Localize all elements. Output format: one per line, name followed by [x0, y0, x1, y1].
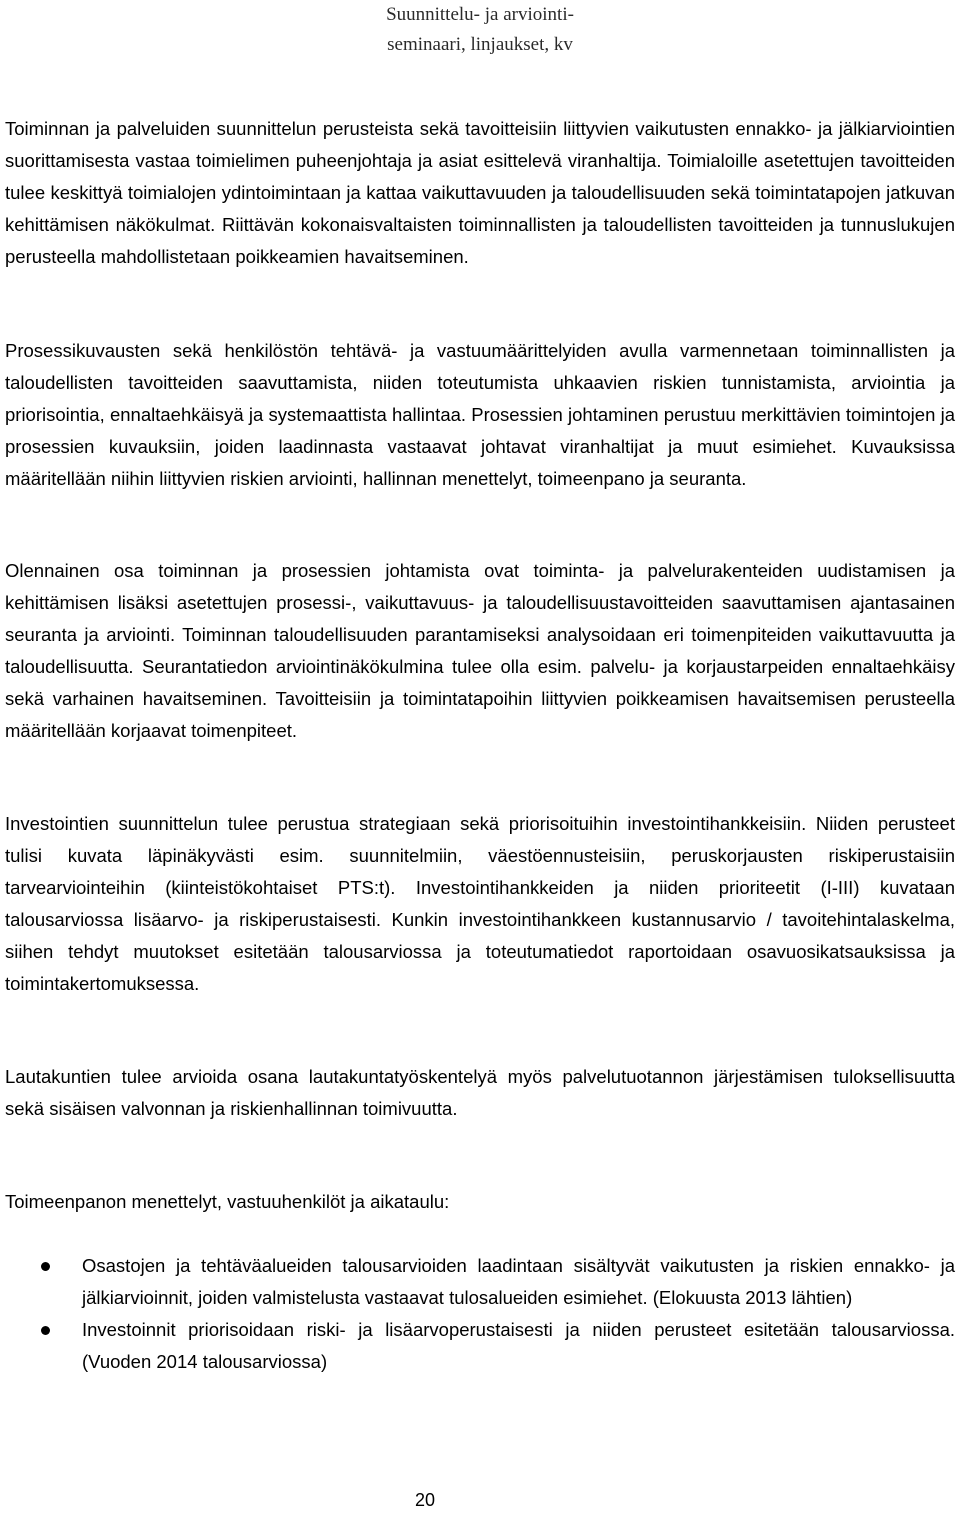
implementation-list [0, 1250, 955, 1378]
page-number: 20 [414, 1490, 436, 1510]
paragraph-investment-planning: Investointien suunnittelun tulee perustua strategiaan sekä priorisoituihin investointihankkeisiin. Niiden perusteet tulisi kuvata läpinäkyvästi esim. suunnitelmiin, väestöennusteisiin, peruskorjausten riskiperustaisiin tarvearviointeihin (kiinteistökohtaiset PTS:t). Investointihankkeiden ja niiden prioriteetit (I-III) kuvataan talousarviossa lisäarvo- ja riskiperustaisesti. Kunkin investointihankkeen kustannusarvio / tavoitehintalaskelma, siihen tehdyt muutokset esitetään talousarviossa ja toteutumatiedot raportoidaan osavuosikatsauksissa ja toimintakertomuksessa. [5, 813, 955, 994]
bullet-icon [41, 1262, 50, 1271]
list-item-text: Osastojen ja tehtäväalueiden talousarvioiden laadintaan sisältyvät vaikutusten ja riskien ennakko- ja jälkiarvioinnit, joiden valmistelusta vastaavat tulosalueiden esimiehet. (Elokuusta 2013 lähtien) [82, 1255, 955, 1308]
document-header [0, 0, 960, 60]
list-item [0, 1314, 955, 1378]
section-heading: Toimeenpanon menettelyt, vastuuhenkilöt ja aikataulu: [5, 1191, 450, 1212]
paragraph-process-management: Olennainen osa toiminnan ja prosessien johtamista ovat toiminta- ja palvelurakenteiden uudistamisen ja kehittämisen lisäksi asetettujen prosessi-, vaikuttavuus- ja taloudellisuustavoitteiden saavuttamisen ajantasainen seuranta ja arviointi. Toiminnan taloudellisuuden parantamiseksi analysoidaan eri toimenpiteiden vaikuttavuutta ja taloudellisuutta. Seurantatiedon arviointinäkökulmina tulee olla esim. palvelu- ja korjaustarpeiden ennaltaehkäisy sekä varhainen havaitseminen. Tavoitteisiin ja toimintatapoihin liittyvien poikkeamisen havaitsemisen perusteella määritellään korjaavat toimenpiteet. [5, 560, 955, 741]
paragraph-committee-evaluation: Lautakuntien tulee arvioida osana lautakuntatyöskentelyä myös palvelutuotannon järjestämisen tuloksellisuutta sekä sisäisen valvonnan ja riskienhallinnan toimivuutta. [5, 1066, 955, 1119]
list-item [0, 1250, 955, 1314]
paragraph-process-descriptions: Prosessikuvausten sekä henkilöstön tehtävä- ja vastuumäärittelyiden avulla varmennetaan toiminnallisten ja taloudellisten tavoitteiden saavuttamista, niiden toteutumista uhkaavien riskien tunnistamista, arviointia ja priorisointia, ennaltaehkäisyä ja systemaattista hallintaa. Prosessien johtaminen perustuu merkittävien toimintojen ja prosessien kuvauksiin, joiden laadinnasta vastaavat johtavat viranhaltijat ja muut esimiehet. Kuvauksissa määritellään niihin liittyvien riskien arviointi, hallinnan menettelyt, toimeenpano ja seuranta. [5, 340, 955, 489]
header-line-2: seminaari, linjaukset, kv [387, 34, 573, 55]
paragraph-planning-responsibility: Toiminnan ja palveluiden suunnittelun perusteista sekä tavoitteisiin liittyvien vaikutusten ennakko- ja jälkiarviointien suorittamisesta vastaa toimielimen puheenjohtaja ja asiat esittelevä viranhaltija. Toimialoille asetettujen tavoitteiden tulee keskittyä toimialojen ydintoimintaan ja kattaa vaikuttavuuden ja taloudellisuuden sekä toimintatapojen jatkuvan kehittämisen näkökulmat. Riittävän kokonaisvaltaisten toiminnallisten ja taloudellisten tavoitteiden ja tunnuslukujen perusteella mahdollistetaan poikkeamien havaitseminen. [5, 118, 955, 267]
bullet-icon [41, 1326, 50, 1335]
header-line-1: Suunnittelu- ja arviointi- [386, 4, 574, 25]
list-item-text: Investoinnit priorisoidaan riski- ja lisäarvoperustaisesti ja niiden perusteet esitetään talousarviossa. (Vuoden 2014 talousarviossa) [82, 1319, 955, 1372]
